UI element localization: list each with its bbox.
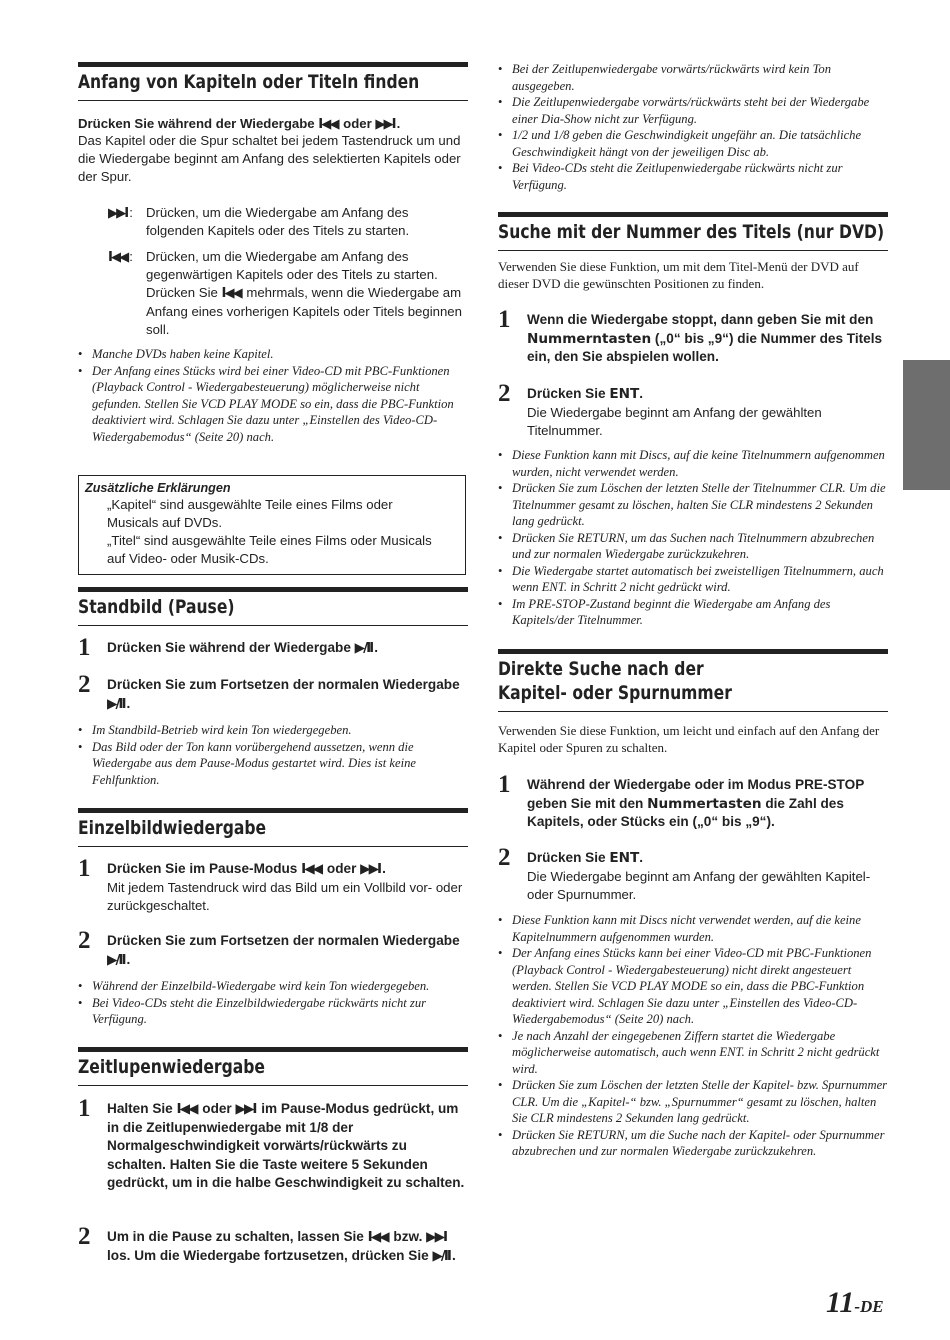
prev-icon: I◀◀ (301, 861, 322, 877)
step-number: 2 (498, 380, 511, 407)
step (498, 844, 888, 904)
play-pause-icon: ▶/II (354, 640, 373, 656)
next-icon: ▶▶I (235, 1101, 256, 1117)
page-language-suffix: -DE (854, 1297, 884, 1316)
note-item: • Während der Einzelbild-Wiedergabe wird kein Ton wiedergegeben. (78, 978, 468, 995)
note-item: • Die Zeitlupenwiedergabe vorwärts/rückwärts steht bei der Wiedergabe einer Dia-Show nicht zur Verfügung. (498, 94, 888, 127)
note-item: • 1/2 und 1/8 geben die Geschwindigkeit ungefähr an. Die tatsächliche Geschwindigkeit hängt von der jeweiligen Disc ab. (498, 127, 888, 160)
info-box-line: „Titel“ sind ausgewählte Teile eines Films oder Musicals (107, 533, 432, 548)
step-number: 1 (78, 855, 91, 882)
note-item: • Diese Funktion kann mit Discs nicht verwendet werden, auf die keine Kapitelnummern aufgenommen wurden. (498, 912, 888, 945)
note-item: • Drücken Sie zum Löschen der letzten Stelle der Kapitel- bzw. Spurnummer CLR. Um die „Kapitel-“ bzw. „Spurnummer“ gesamt zu löschen, halten Sie CLR mindestens 2 Sekunden lang gedrückt. (498, 1077, 888, 1127)
step-number: 1 (78, 634, 91, 661)
step (78, 671, 468, 713)
key-prev-text: Drücken, um die Wiedergabe am Anfang des gegenwärtigen Kapitels oder des Titels zu starten. Drücken Sie I◀◀ mehrmals, wenn die Wiedergabe am Anfang eines vorherigen Kapitels oder Titels beginnen soll. (146, 249, 462, 337)
note-item: • Das Bild oder der Ton kann vorübergehend aussetzen, wenn die Wiedergabe aus dem Pause-Modus gestartet wird. Dies ist keine Fehlfunktion. (78, 739, 468, 789)
key-next-row: ▶▶I : Drücken, um die Wiedergabe am Anfang des folgenden Kapitels oder des Titels zu starten. (108, 204, 468, 240)
next-icon: ▶▶I (426, 1229, 447, 1245)
prev-icon: I◀◀ (176, 1101, 197, 1117)
prev-icon: I◀◀ (318, 117, 338, 132)
section-title: Einzelbildwiedergabe (78, 817, 267, 839)
step-number: 1 (498, 771, 511, 798)
info-box (78, 475, 466, 575)
section-heading-slow (78, 1047, 468, 1086)
step-text: Drücken Sie zum Fortsetzen der normalen Wiedergabe ▶/II . (107, 933, 460, 968)
step-desc: Die Wiedergabe beginnt am Anfang der gewählten Titelnummer. (527, 404, 822, 438)
note-item: • Bei der Zeitlupenwiedergabe vorwärts/rückwärts wird kein Ton ausgegeben. (498, 61, 888, 94)
note-item: • Manche DVDs haben keine Kapitel. (78, 346, 468, 363)
next-icon: ▶▶I (360, 861, 381, 877)
number-keys-label: Nummertasten (647, 795, 762, 812)
note-item: • Bei Video-CDs steht die Einzelbildwiedergabe rückwärts nicht zur Verfügung. (78, 995, 468, 1028)
step-text: Um in die Pause zu schalten, lassen Sie I◀◀ bzw. ▶▶I los. Um die Wiedergabe fortzusetzen, drücken Sie ▶/II . (107, 1229, 456, 1264)
section-title: Standbild (Pause) (78, 596, 235, 618)
section-title: Suche mit der Nummer des Titels (nur DVD) (498, 221, 885, 243)
prev-icon: I◀◀ (108, 250, 128, 265)
step (78, 855, 468, 915)
info-box-line: Musicals auf DVDs. (107, 515, 223, 530)
key-next-text: Drücken, um die Wiedergabe am Anfang des folgenden Kapitels oder des Titels zu starten. (146, 205, 410, 238)
note-item: • Bei Video-CDs steht die Zeitlupenwiedergabe rückwärts nicht zur Verfügung. (498, 160, 888, 193)
step (78, 634, 468, 661)
step-text: Drücken Sie zum Fortsetzen der normalen Wiedergabe ▶/II . (107, 677, 460, 712)
section-title: Anfang von Kapiteln oder Titeln finden (78, 71, 420, 93)
step (498, 771, 888, 832)
key-prev-row: I◀◀ : Drücken, um die Wiedergabe am Anfang des gegenwärtigen Kapitels oder des Titels zu starten. Drücken Sie I◀◀ mehrmals, wenn die Wiedergabe am Anfang eines vorherigen Kapitels oder Titels beginnen soll. (108, 248, 468, 339)
section-heading-chapter-search (498, 649, 888, 712)
step-text: Drücken Sie während der Wiedergabe ▶/II . (107, 640, 378, 656)
note-item: • Die Wiedergabe startet automatisch bei zweistelligen Titelnummern, auch wenn ENT. in Schritt 2 nicht gedrückt wird. (498, 563, 888, 596)
note-item: • Drücken Sie RETURN, um das Suchen nach Titelnummern abzubrechen und zur normalen Wiedergabe zurückzukehren. (498, 530, 888, 563)
ent-key-label: ENT (609, 850, 640, 866)
lead-text: . (396, 116, 401, 131)
section-intro: Verwenden Sie diese Funktion, um mit dem Titel-Menü der DVD auf dieser DVD die gewünschten Positionen zu finden. (498, 259, 859, 291)
section-heading-frame (78, 808, 468, 847)
next-icon: ▶▶I (375, 117, 395, 132)
note-item: • Im PRE-STOP-Zustand beginnt die Wiedergabe am Anfang des Kapitels/der Titelnummer. (498, 596, 888, 629)
note-item: • Im Standbild-Betrieb wird kein Ton wiedergegeben. (78, 722, 468, 739)
section-desc: Das Kapitel oder die Spur schaltet bei jedem Tastendruck um und die Wiedergabe beginnt am Anfang des selektierten Kapitels oder der Spur. (78, 133, 461, 184)
step-text: Drücken Sie im Pause-Modus I◀◀ oder ▶▶I . (107, 861, 386, 877)
section-intro: Verwenden Sie diese Funktion, um leicht und einfach auf den Anfang der Kapitel oder Spuren zu schalten. (498, 723, 880, 755)
step-number: 2 (78, 927, 91, 954)
section-heading-chapters (78, 62, 468, 101)
section-title: Direkte Suche nach der Kapitel- oder Spurnummer (498, 658, 732, 704)
step-text: Wenn die Wiedergabe stoppt, dann geben Sie mit den Nummerntasten („0“ bis „9“) die Nummer des Titels ein, den Sie abspielen wollen. (527, 312, 883, 364)
page-number-value: 11 (826, 1286, 855, 1319)
prev-icon: I◀◀ (221, 286, 241, 301)
step-text: Drücken Sie ENT. (527, 850, 644, 866)
step-number: 1 (498, 306, 511, 333)
step (78, 927, 468, 969)
notes-list (78, 722, 468, 788)
play-pause-icon: ▶/II (432, 1247, 450, 1264)
notes-list (498, 912, 888, 1160)
step-number: 2 (78, 1223, 91, 1250)
step-text: Während der Wiedergabe oder im Modus PRE-STOP geben Sie mit den Nummertasten die Zahl des Kapitels, oder Stücks ein („0“ bis „9“). (527, 777, 865, 829)
lead-text: Drücken Sie während der Wiedergabe (78, 116, 319, 131)
section-heading-pause (78, 587, 468, 626)
step-number: 2 (78, 671, 91, 698)
step-desc: Die Wiedergabe beginnt am Anfang der gewählten Kapitel- oder Spurnummer. (527, 868, 871, 902)
info-box-title: Zusätzliche Erklärungen (85, 481, 231, 495)
notes-list (498, 61, 888, 193)
step-number: 1 (78, 1095, 91, 1122)
step (498, 306, 888, 367)
play-pause-icon: ▶/II (107, 695, 125, 712)
language-side-tab (903, 360, 950, 490)
section-title: Zeitlupenwiedergabe (78, 1056, 265, 1078)
note-item: • Diese Funktion kann mit Discs, auf die keine Titelnummern aufgenommen wurden, nicht verwendet werden. (498, 447, 888, 480)
page-number (826, 1286, 884, 1320)
note-item: • Drücken Sie RETURN, um die Suche nach der Kapitel- oder Spurnummer abzubrechen und zur normalen Wiedergabe zurückzukehren. (498, 1127, 888, 1160)
step (498, 380, 888, 440)
ent-key-label: ENT (609, 386, 640, 402)
play-pause-icon: ▶/II (107, 951, 125, 968)
note-item: • Je nach Anzahl der eingegebenen Ziffern startet die Wiedergabe möglicherweise automatisch, auch wenn ENT. in Schritt 2 nicht gedrückt wird. (498, 1028, 888, 1078)
step-number: 2 (498, 844, 511, 871)
section-heading-title-search (498, 212, 888, 251)
notes-list (78, 346, 468, 445)
lead-text: oder (339, 116, 376, 131)
notes-list (78, 978, 468, 1028)
note-item: • Der Anfang eines Stücks kann bei einer Video-CD mit PBC-Funktionen (Playback Control - Wiedergabesteuerung) nicht direkt angesteuert werden. Stellen Sie VCD PLAY MODE so ein, dass die PBC-Funktion deaktiviert wird. Schlagen Sie dazu unter „Einstellen des Video-CD-Wiedergabemodus“ (Seite 20) nach. (498, 945, 888, 1028)
step (78, 1095, 468, 1193)
step (78, 1223, 468, 1265)
info-box-line: auf Video- oder Musik-CDs. (107, 551, 269, 566)
step-desc: Mit jedem Tastendruck wird das Bild um ein Vollbild vor- oder zurückgeschaltet. (107, 879, 463, 913)
prev-icon: I◀◀ (367, 1229, 388, 1245)
note-item: • Der Anfang eines Stücks wird bei einer Video-CD mit PBC-Funktionen (Playback Control - Wiedergabesteuerung) möglicherweise nicht gefunden. Stellen Sie VCD PLAY MODE so ein, dass die PBC-Funktion deaktiviert wird. Schlagen Sie dazu unter „Einstellen des Video-CD-Wiedergabemodus“ (Seite 20) nach. (78, 363, 468, 446)
note-item: • Drücken Sie zum Löschen der letzten Stelle der Titelnummer CLR. Um die Titelnummer gesamt zu löschen, halten Sie CLR mindestens 2 Sekunden lang gedrückt. (498, 480, 888, 530)
step-text: Drücken Sie ENT. (527, 386, 644, 402)
info-box-line: „Kapitel“ sind ausgewählte Teile eines Films oder (107, 497, 393, 512)
next-icon: ▶▶I (108, 206, 128, 221)
notes-list (498, 447, 888, 629)
step-text: Halten Sie I◀◀ oder ▶▶I im Pause-Modus gedrückt, um in die Zeitlupenwiedergabe mit 1/8 der Normalgeschwindigkeit vorwärts/rückwärts zu schalten. Halten Sie die Taste weitere 5 Sekunden gedrückt, um in die halbe Geschwindigkeit zu schalten. (107, 1101, 465, 1190)
number-keys-label: Nummerntasten (527, 330, 652, 347)
